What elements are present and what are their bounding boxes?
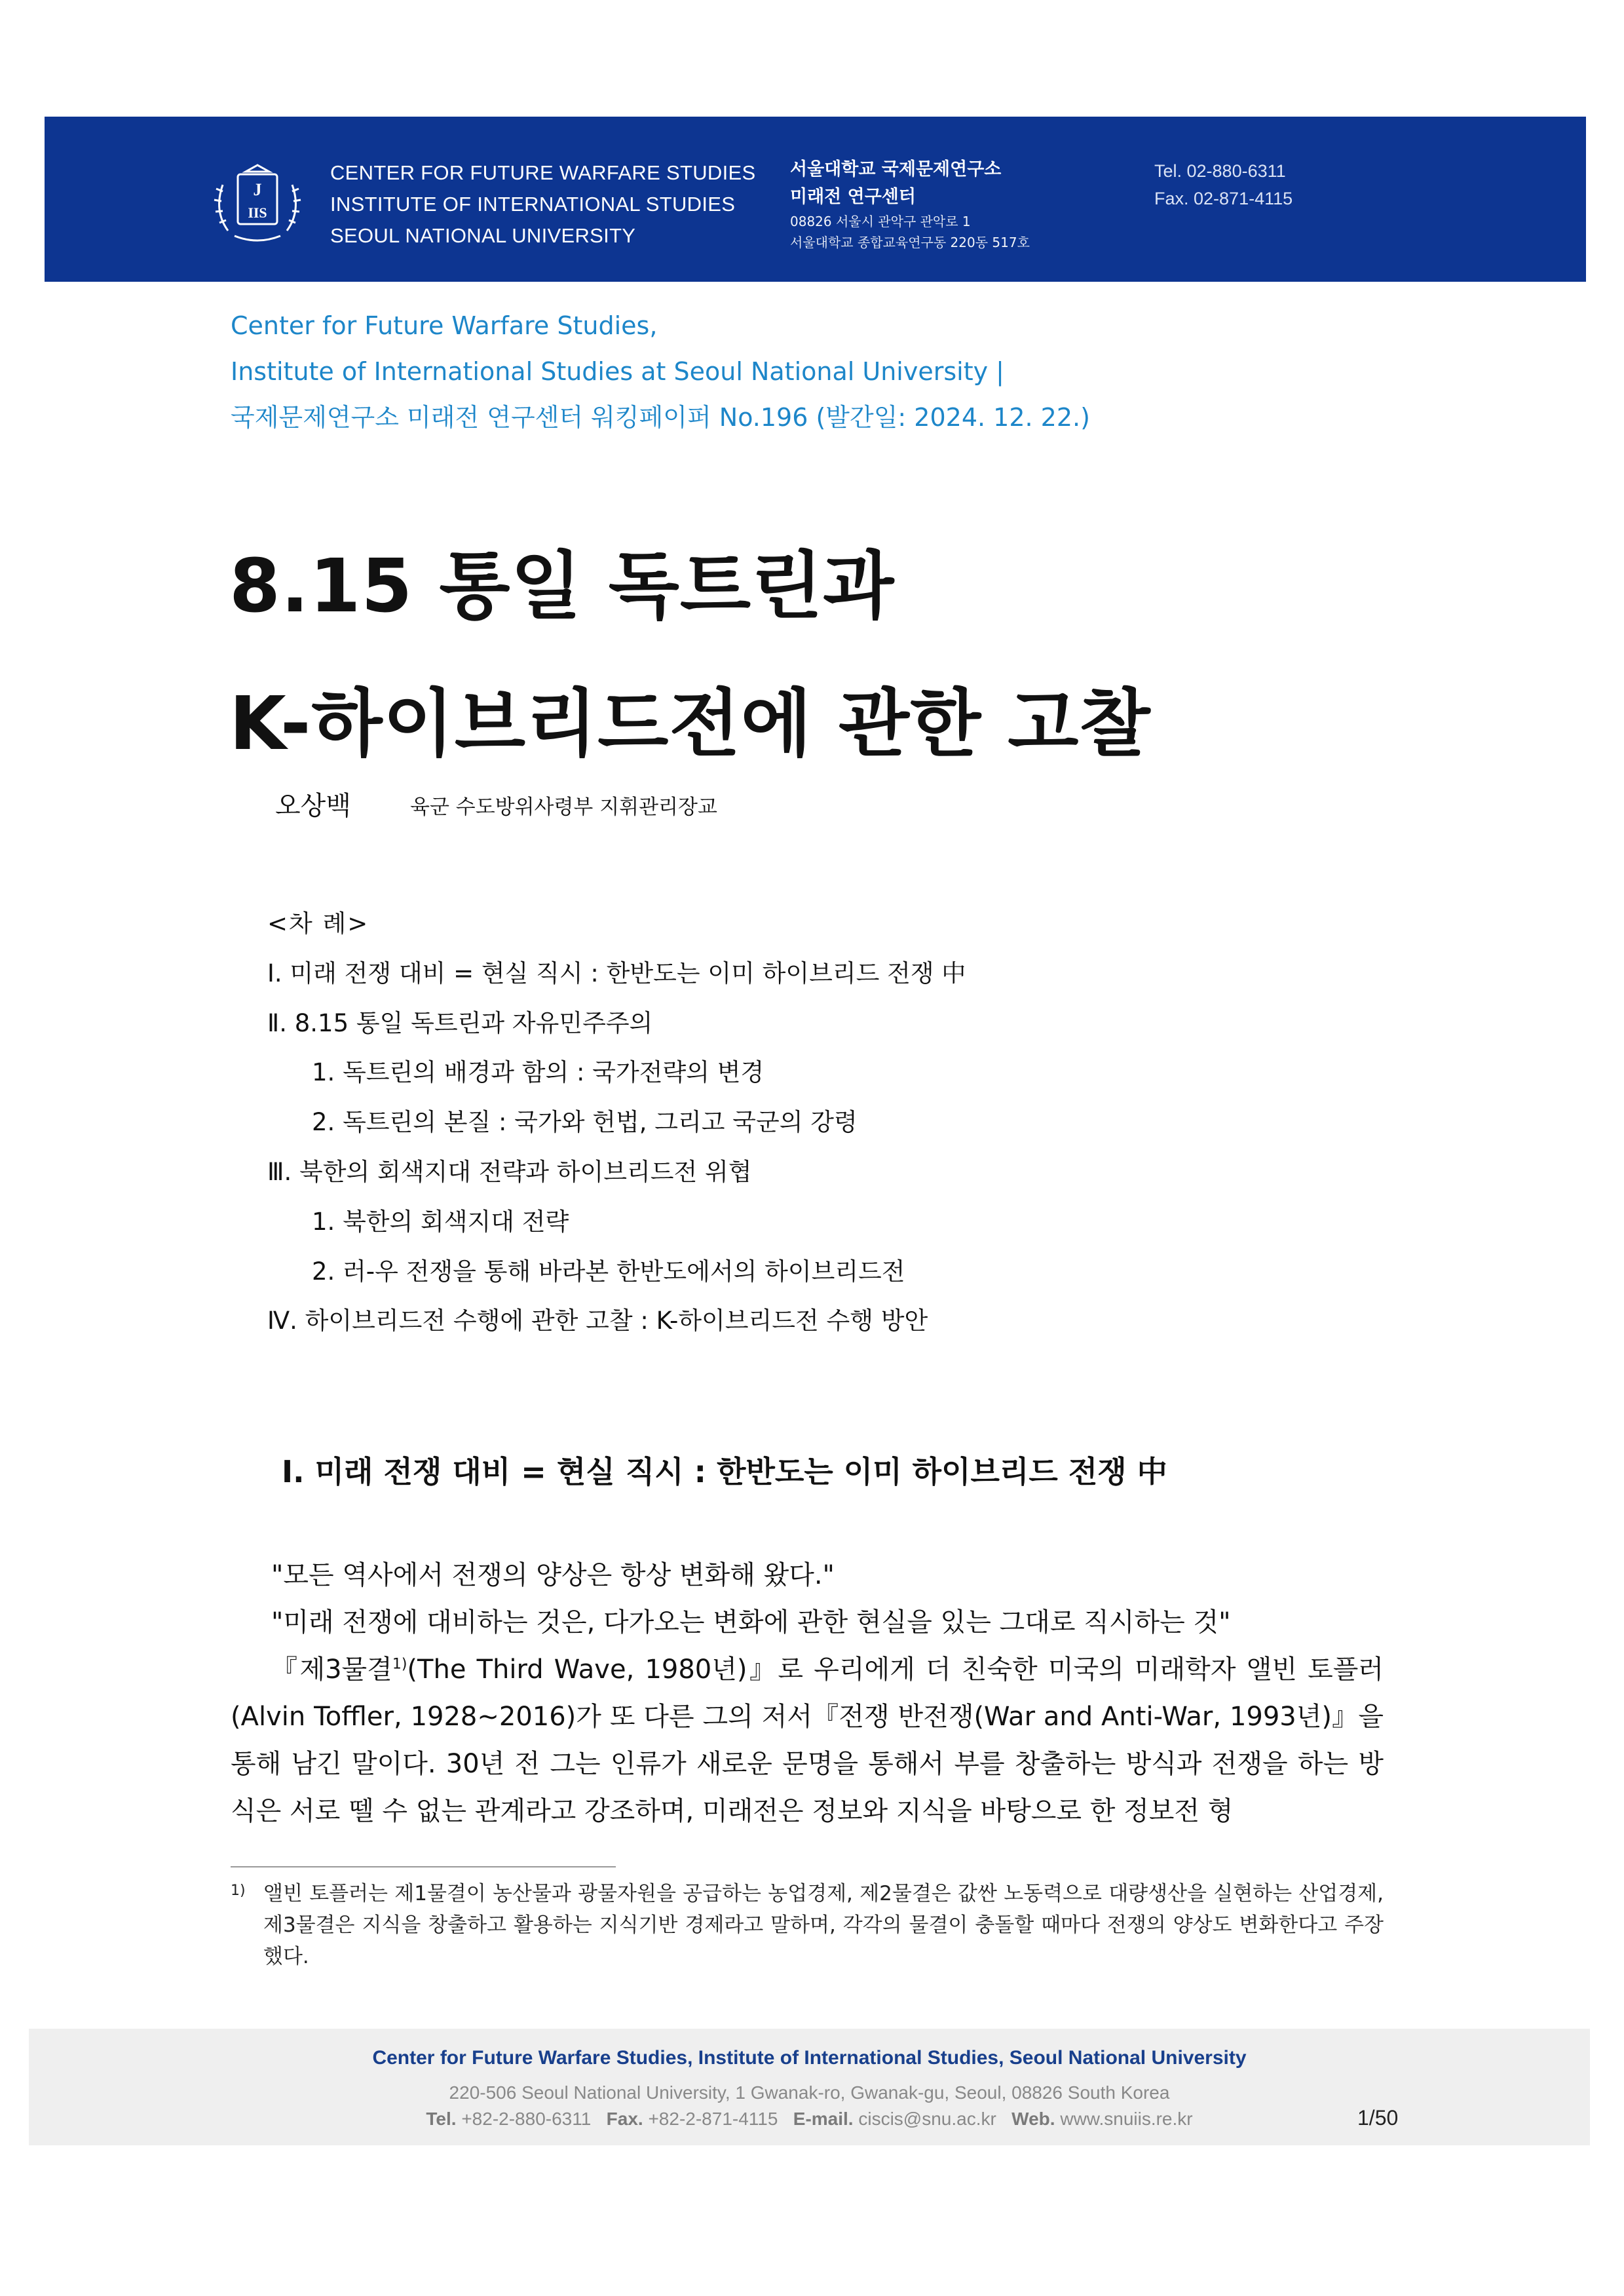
- svg-text:IIS: IIS: [248, 204, 267, 221]
- footer-institution: Center for Future Warfare Studies, Institute of International Studies, Seoul National University: [372, 2047, 1247, 2069]
- svg-text:J: J: [253, 180, 262, 199]
- header-tel: Tel. 02-880-6311: [1154, 161, 1286, 181]
- page-footer: [29, 2029, 1590, 2145]
- series-line1: Center for Future Warfare Studies,: [231, 311, 658, 340]
- body-text: [231, 1552, 1384, 1835]
- toc-item: Ⅰ. 미래 전쟁 대비 = 현실 직시 : 한반도는 이미 하이브리드 전쟁 中: [267, 959, 966, 987]
- header-ko-center: 미래전 연구센터: [790, 187, 916, 207]
- author-name: 오상백: [275, 791, 351, 821]
- author-affiliation: 육군 수도방위사령부 지휘관리장교: [410, 795, 717, 819]
- footer-email-label: E-mail.: [793, 2109, 854, 2129]
- footnote-divider: [231, 1866, 616, 1867]
- toc-item: Ⅳ. 하이브리드전 수행에 관한 고찰 : K-하이브리드전 수행 방안: [267, 1307, 928, 1335]
- paragraph-rest: (The Third Wave, 1980년)』로 우리에게 더 친숙한 미국의 미래학자 앨빈 토플러(Alvin Toffler, 1928~2016)가 또 다른 그의 저서『전쟁 반전쟁(War and Anti-War, 1993년)』을 통해 남긴 말이다. 30년 전 그는 인류가 새로운 문명을 통해서 부를 창출하는 방식과 전쟁을 하는 방식은 서로 뗄 수 없는 관계라고 강조하며, 미래전은 정보와 지식을 바탕으로 한 정보전 형: [231, 1655, 1384, 1826]
- series-line3: 국제문제연구소 미래전 연구센터 워킹페이퍼 No.196 (발간일: 2024. 12. 22.): [231, 403, 1090, 432]
- footer-address: 220-506 Seoul National University, 1 Gwanak-ro, Gwanak-gu, Seoul, 08826 South Korea: [449, 2082, 1170, 2103]
- footnote-ref[interactable]: 1): [392, 1656, 407, 1673]
- footnote: [231, 1878, 1384, 1972]
- header-korean-names: [790, 156, 1030, 253]
- body-paragraph: [231, 1646, 1384, 1835]
- footer-tel: +82-2-880-6311: [461, 2109, 592, 2129]
- footer-email-link[interactable]: ciscis@snu.ac.kr: [858, 2109, 996, 2129]
- section-heading: Ⅰ. 미래 전쟁 대비 = 현실 직시 : 한반도는 이미 하이브리드 전쟁 中: [282, 1454, 1167, 1489]
- series-info: [231, 303, 1090, 440]
- footer-tel-label: Tel.: [426, 2109, 457, 2129]
- header-en-line: SEOUL NATIONAL UNIVERSITY: [330, 224, 636, 247]
- header-en-line: CENTER FOR FUTURE WARFARE STUDIES: [330, 161, 756, 184]
- table-of-contents: [267, 899, 966, 1346]
- page-number: 1/50: [1357, 2106, 1399, 2130]
- footnote-number: 1): [231, 1883, 246, 1899]
- header-en-line: INSTITUTE OF INTERNATIONAL STUDIES: [330, 193, 736, 216]
- footer-fax: +82-2-871-4115: [648, 2109, 778, 2129]
- footer-fax-label: Fax.: [606, 2109, 643, 2129]
- toc-item: Ⅱ. 8.15 통일 독트린과 자유민주주의: [267, 1008, 653, 1037]
- footer-web-label: Web.: [1011, 2109, 1055, 2129]
- title-line1: 8.15 통일 독트린과: [229, 544, 895, 629]
- header-address-line2: 서울대학교 종합교육연구동 220동 517호: [790, 235, 1030, 250]
- body-quote: "미래 전쟁에 대비하는 것은, 다가오는 변화에 관한 현실을 있는 그대로 직시하는 것": [271, 1607, 1231, 1637]
- series-line2: Institute of International Studies at Seoul National University |: [231, 357, 1004, 386]
- toc-subitem: 1. 북한의 회색지대 전략: [312, 1207, 569, 1236]
- university-emblem-icon: [208, 152, 307, 250]
- footnote-text: 앨빈 토플러는 제1물결이 농산물과 광물자원을 공급하는 농업경제, 제2물결은 값싼 노동력으로 대량생산을 실현하는 산업경제, 제3물결은 지식을 창출하고 활용하는 지식기반 경제라고 말하며, 각각의 물결이 충돌할 때마다 전쟁의 양상도 변화한다고 주장했다.: [263, 1882, 1384, 1968]
- footer-web-link[interactable]: www.snuiis.re.kr: [1060, 2109, 1193, 2129]
- toc-subitem: 2. 독트린의 본질 : 국가와 헌법, 그리고 국군의 강령: [312, 1108, 858, 1137]
- body-quote: "모든 역사에서 전쟁의 양상은 항상 변화해 왔다.": [271, 1560, 835, 1590]
- footer-contact: [29, 2109, 1590, 2130]
- header-ko-institute: 서울대학교 국제문제연구소: [790, 159, 1002, 180]
- toc-subitem: 2. 러-우 전쟁을 통해 바라본 한반도에서의 하이브리드전: [312, 1257, 905, 1286]
- header-fax: Fax. 02-871-4115: [1154, 189, 1293, 208]
- title-line2: K-하이브리드전에 관한 고찰: [229, 681, 1151, 767]
- header-address-line1: 08826 서울시 관악구 관악로 1: [790, 214, 971, 229]
- header-english-names: [330, 157, 755, 252]
- toc-heading: <차 례>: [267, 909, 369, 938]
- paragraph-start: 『제3물결: [271, 1655, 392, 1685]
- page-title: [229, 518, 1151, 793]
- toc-item: Ⅲ. 북한의 회색지대 전략과 하이브리드전 위협: [267, 1157, 752, 1186]
- toc-subitem: 1. 독트린의 배경과 함의 : 국가전략의 변경: [312, 1058, 765, 1087]
- header-contact: [1154, 157, 1293, 212]
